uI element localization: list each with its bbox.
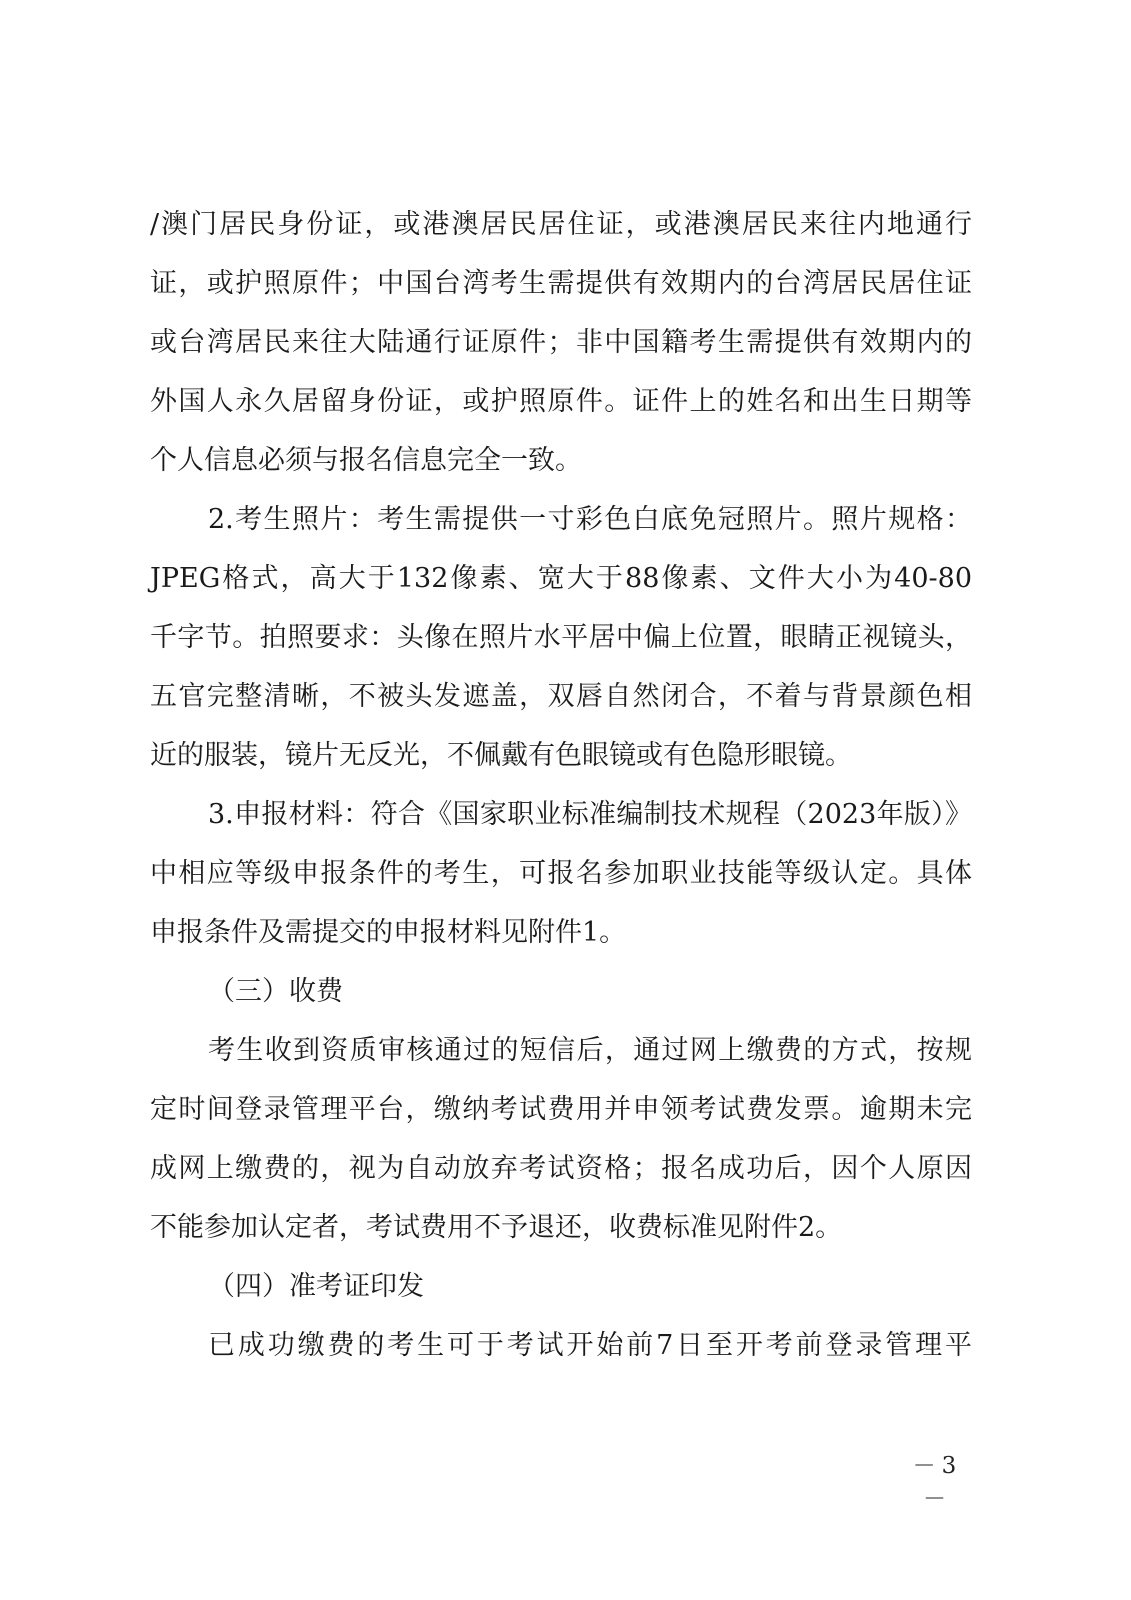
text-line-12: 中相应等级申报条件的考生，可报名参加职业技能等级认定。具体 [150, 858, 972, 889]
text-line-20: 已成功缴费的考生可于考试开始前7日至开考前登录管理平 [208, 1330, 972, 1361]
text-line-1: /澳门居民身份证，或港澳居民居住证，或港澳居民来往内地通行 [150, 209, 972, 240]
text-line-15: 考生收到资质审核通过的短信后，通过网上缴费的方式，按规 [208, 1035, 972, 1066]
section-heading-fees: （三）收费 [208, 976, 343, 1007]
text-line-9: 五官完整清晰，不被头发遮盖，双唇自然闭合，不着与背景颜色相 [150, 681, 972, 712]
text-line-4: 外国人永久居留身份证，或护照原件。证件上的姓名和出生日期等 [150, 386, 972, 417]
section-heading-materials: 3.申报材料：符合《国家职业标准编制技术规程（2023年版）》 [208, 799, 972, 830]
text-line-7: JPEG格式，高大于132像素、宽大于88像素、文件大小为40-80 [150, 563, 972, 594]
document-body [150, 195, 972, 1375]
text-line-17: 成网上缴费的，视为自动放弃考试资格；报名成功后，因个人原因 [150, 1153, 972, 1184]
text-line-5: 个人信息必须与报名信息完全一致。 [150, 445, 582, 476]
section-heading-admission-ticket: （四）准考证印发 [208, 1271, 424, 1302]
section-heading-photo: 2.考生照片：考生需提供一寸彩色白底免冠照片。照片规格： [208, 504, 972, 535]
text-line-2: 证，或护照原件；中国台湾考生需提供有效期内的台湾居民居住证 [150, 268, 972, 299]
text-line-16: 定时间登录管理平台，缴纳考试费用并申领考试费发票。逾期未完 [150, 1094, 972, 1125]
text-line-13: 申报条件及需提交的申报材料见附件1。 [150, 917, 627, 948]
page-number: －3－ [912, 1453, 963, 1512]
text-line-3: 或台湾居民来往大陆通行证原件；非中国籍考生需提供有效期内的 [150, 327, 972, 358]
text-line-10: 近的服装，镜片无反光，不佩戴有色眼镜或有色隐形眼镜。 [150, 740, 852, 771]
text-line-8: 千字节。拍照要求：头像在照片水平居中偏上位置，眼睛正视镜头， [150, 622, 972, 653]
text-line-18: 不能参加认定者，考试费用不予退还，收费标准见附件2。 [150, 1212, 843, 1243]
